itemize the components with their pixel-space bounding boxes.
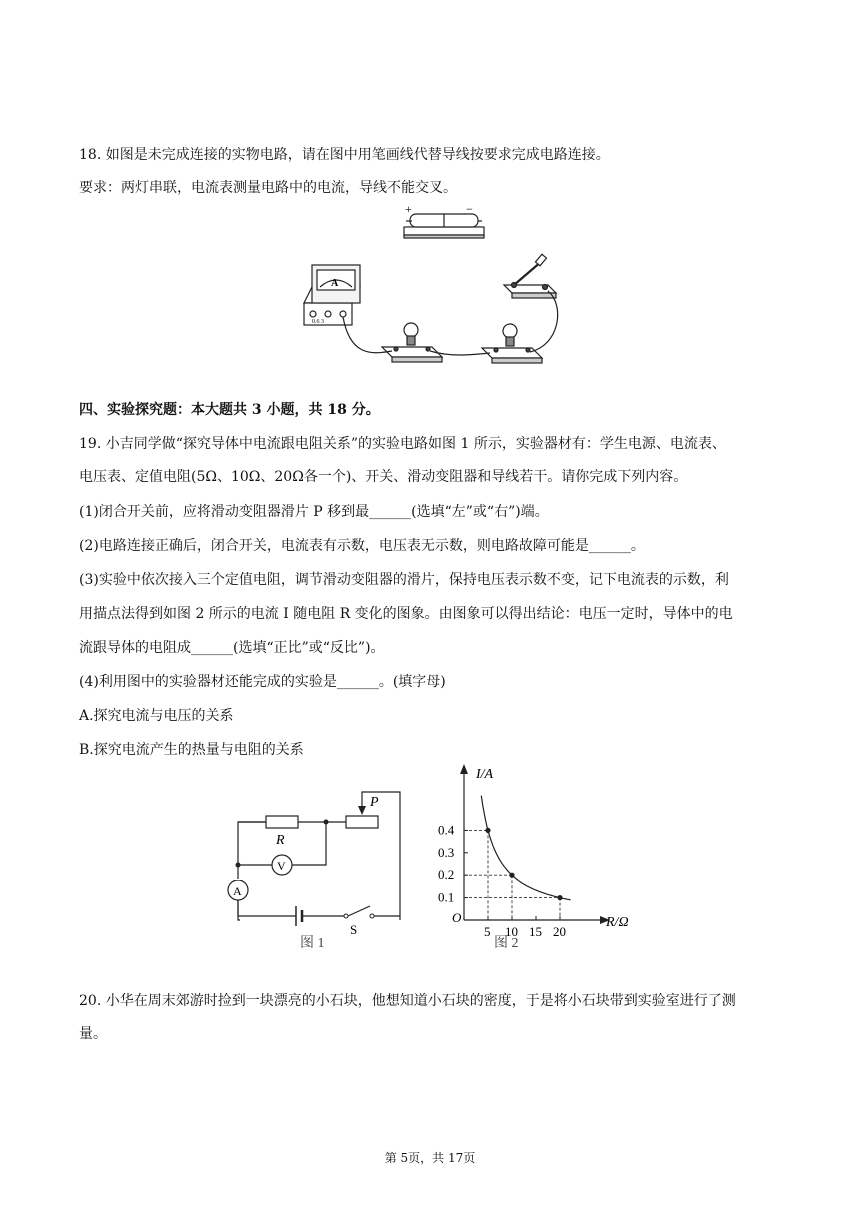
rheostat	[346, 816, 378, 828]
q19-part3-line1: (3)实验中依次接入三个定值电阻，调节滑动变阻器的滑片，保持电压表示数不变，记下电流表的示数，利	[79, 572, 729, 588]
q18-line1: 18. 如图是未完成连接的实物电路，请在图中用笔画线代替导线按要求完成电路连接。	[79, 147, 610, 163]
chart-fig2	[436, 760, 636, 960]
x-tick-label: 5	[484, 924, 491, 939]
wire-bulb2-switch	[530, 291, 558, 352]
switch-contact-left	[344, 914, 348, 918]
ammeter-wire-mask	[234, 879, 242, 880]
x-tick-label: 10	[505, 924, 518, 939]
bulb-2-icon	[482, 324, 542, 363]
data-point	[557, 895, 562, 900]
q20-line1: 20. 小华在周末郊游时捡到一块漂亮的小石块，他想知道小石块的密度，于是将小石块带到实验室进行了测	[79, 993, 736, 1009]
q19-part4: (4)利用图中的实验器材还能完成的实验是______。(填字母)	[79, 674, 446, 690]
section-title: 四、实验探究题：本大题共 3 小题，共 18 分。	[79, 402, 380, 418]
label-A: A	[233, 884, 242, 898]
resistor-R	[266, 816, 298, 828]
fig1-caption: 图 1	[300, 936, 325, 951]
q19-part1: (1)闭合开关前，应将滑动变阻器滑片 P 移到最______(选填“左”或“右”)端。	[79, 504, 549, 520]
series-curve	[481, 796, 570, 900]
physical-circuit-figure	[0, 195, 860, 415]
junction-node-right	[324, 820, 329, 825]
y-axis-label: I/A	[476, 767, 494, 782]
q19-part3-line3: 流跟导体的电阻成______(选填“正比”或“反比”)。	[79, 640, 385, 656]
x-axis-label: R/Ω	[606, 915, 629, 930]
q19-option-b: B.探究电流产生的热量与电阻的关系	[79, 742, 304, 758]
fig2-caption: 图 2	[494, 936, 519, 951]
bulb-1-icon	[382, 323, 442, 362]
ammeter-icon	[304, 265, 360, 325]
y-tick-label: 0.1	[438, 889, 455, 905]
y-tick-label: 0.4	[438, 822, 455, 838]
q19-option-a: A.探究电流与电压的关系	[79, 708, 234, 724]
battery-icon	[404, 214, 484, 238]
label-S: S	[350, 922, 358, 937]
data-point	[485, 828, 490, 833]
ammeter-label: A	[331, 278, 339, 289]
y-tick-label: 0.2	[438, 867, 455, 883]
wire-top-left	[238, 822, 266, 920]
label-R: R	[276, 833, 285, 848]
label-P: P	[370, 795, 379, 810]
switch-contact-right	[370, 914, 374, 918]
x-tick-label: 20	[553, 924, 566, 939]
switch-blade	[348, 906, 370, 916]
q19-line2: 电压表、定值电阻(5Ω、10Ω、20Ω各一个)、开关、滑动变阻器和导线若干。请你完成下列内容。	[79, 469, 688, 485]
y-axis-arrow	[460, 764, 468, 774]
origin-label: O	[452, 910, 462, 925]
y-tick-label: 0.3	[438, 844, 455, 860]
q19-line1: 19. 小吉同学做“探究导体中电流跟电阻关系”的实验电路如图 1 所示，实验器材有：学生电源、电流表、	[79, 436, 726, 452]
junction-node-left	[236, 863, 241, 868]
q18-line2: 要求：两灯串联，电流表测量电路中的电流，导线不能交叉。	[79, 180, 457, 196]
battery-plus-label: +	[405, 202, 412, 216]
rheostat-slider-wire	[362, 792, 400, 920]
page-footer: 第 5页，共 17页	[384, 1151, 476, 1165]
battery-minus-label: −	[466, 202, 473, 216]
label-V: V	[277, 859, 286, 873]
circuit-diagram-fig1	[220, 760, 420, 960]
q20-line2: 量。	[79, 1026, 107, 1042]
slider-arrow	[358, 806, 366, 815]
x-tick-label: 15	[529, 924, 542, 939]
data-point	[509, 873, 514, 878]
ammeter-terminal-labels: 0.6 3	[312, 319, 324, 325]
q19-part2: (2)电路连接正确后，闭合开关，电流表有示数，电压表无示数，则电路故障可能是______。	[79, 538, 645, 554]
q19-part3-line2: 用描点法得到如图 2 所示的电流 I 随电阻 R 变化的图象。由图象可以得出结论：电压一定时，导体中的电	[79, 606, 733, 622]
